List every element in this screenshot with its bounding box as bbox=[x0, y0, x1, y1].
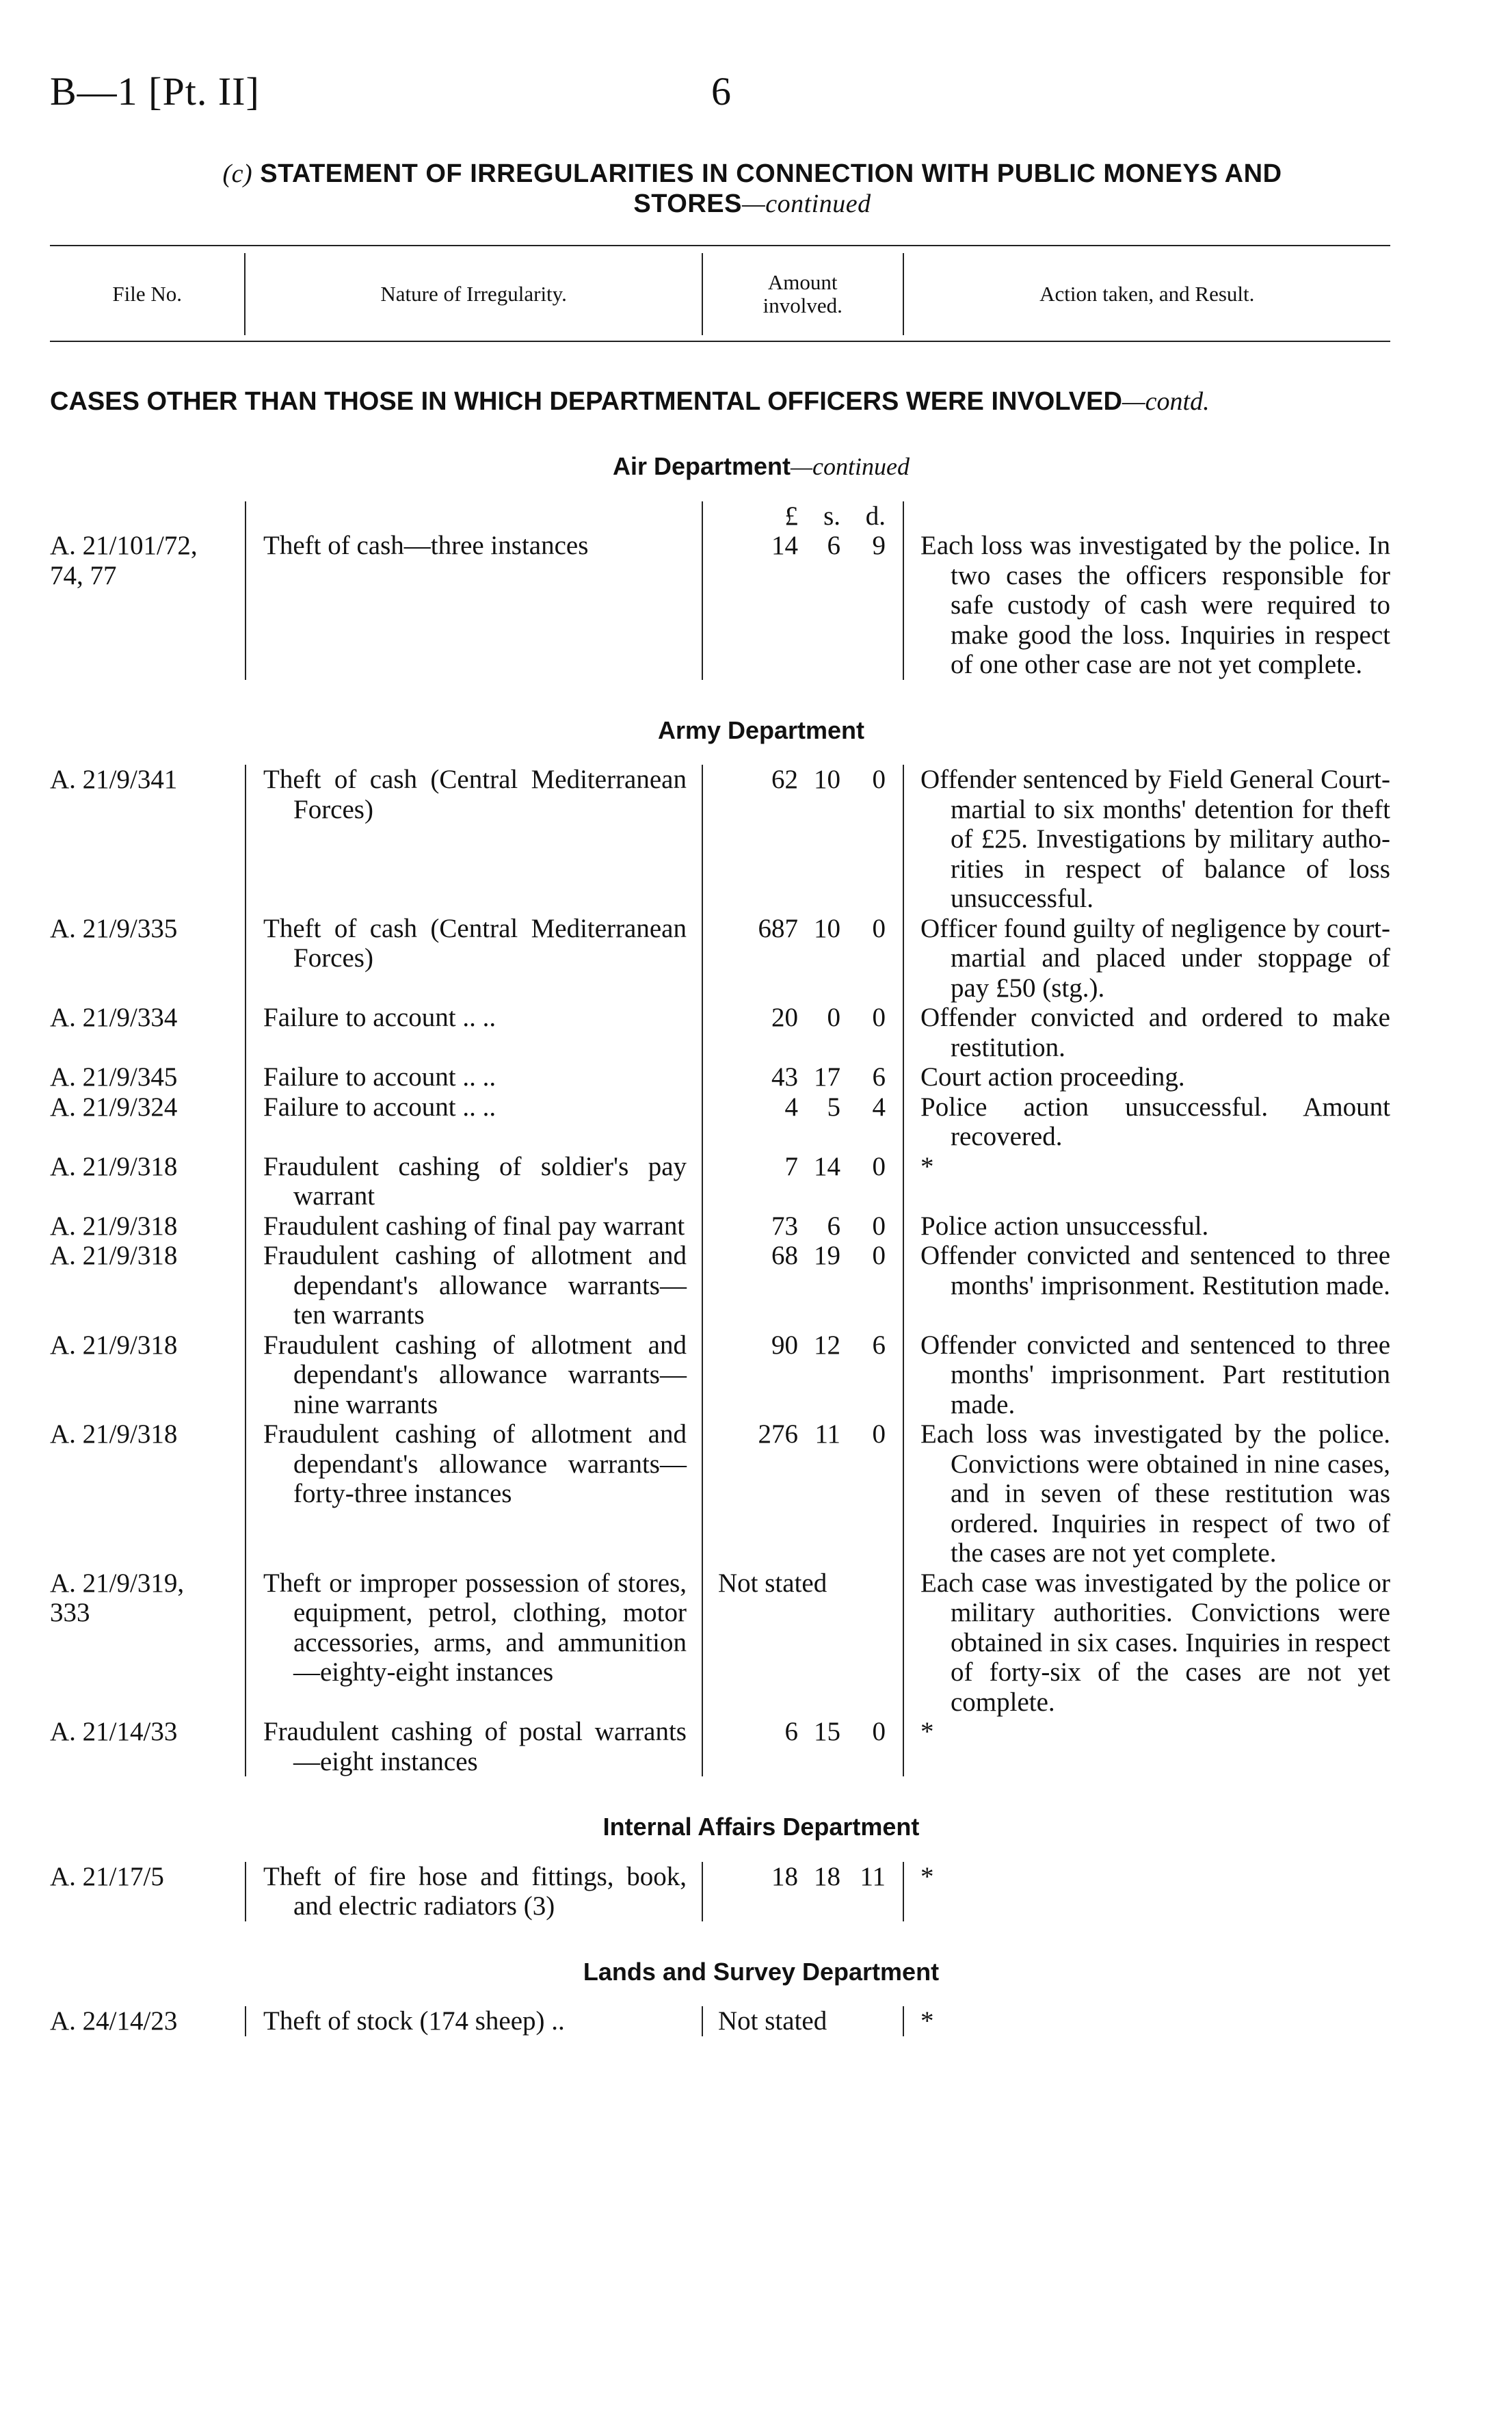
amount-cell bbox=[702, 1062, 903, 1092]
amount-pence: 0 bbox=[872, 1151, 886, 1181]
table-row bbox=[50, 1241, 1390, 1330]
table-row bbox=[50, 2006, 1390, 2036]
empty-cell bbox=[903, 501, 1390, 531]
amount-shillings: 19 bbox=[814, 1241, 840, 1270]
nature-cell bbox=[245, 1717, 702, 1776]
section-heading bbox=[50, 451, 1390, 482]
header-top-rule bbox=[50, 245, 1390, 246]
action-text: Each loss was investigated by the police. Convictions were obtained in nine cases, and in seven of these restitution was ordered. Inquiries in respect of two of the cases are not yet complete. bbox=[920, 1419, 1390, 1568]
nature-text: Fraudulent cashing of allotment and dependant's allowance warrants—nine warrants bbox=[263, 1330, 687, 1419]
table-row bbox=[50, 1330, 1390, 1420]
action-cell bbox=[903, 1003, 1390, 1062]
nature-cell bbox=[245, 1062, 702, 1092]
file-number: A. 21/9/318 bbox=[50, 1211, 178, 1241]
action-text: Police action unsuccessful. Amount recovered. bbox=[920, 1092, 1390, 1151]
amount-pence: 11 bbox=[860, 1861, 886, 1891]
section-title-suffix: —continued bbox=[791, 453, 910, 480]
amount-pounds: 4 bbox=[784, 1092, 798, 1122]
amount-shillings: 12 bbox=[814, 1330, 840, 1360]
table-row bbox=[50, 1862, 1390, 1921]
amount-shillings: 11 bbox=[814, 1419, 840, 1449]
action-text: Each loss was investigated by the police. In two cases the officers responsible for safe custody of cash were required to make good the loss. Inquiries in respect of one other case are not yet complete. bbox=[920, 531, 1390, 679]
amount-pence: 0 bbox=[872, 1241, 886, 1270]
action-text: Offender convicted and sentenced to three months' imprisonment. Part restitution made. bbox=[920, 1330, 1390, 1419]
amount-pounds: 68 bbox=[771, 1241, 798, 1270]
action-cell bbox=[903, 2006, 1390, 2036]
action-text: * bbox=[920, 1151, 934, 1181]
amount-pence: 9 bbox=[872, 531, 886, 560]
amount-pounds: 18 bbox=[771, 1861, 798, 1891]
pounds-label: £ bbox=[784, 501, 798, 531]
empty-cell bbox=[50, 501, 245, 531]
column-header-row bbox=[50, 253, 1390, 335]
action-cell bbox=[903, 531, 1390, 680]
amount-pence: 0 bbox=[872, 1211, 886, 1241]
nature-cell bbox=[245, 2006, 702, 2036]
action-cell bbox=[903, 1862, 1390, 1921]
section-title: Internal Affairs Department bbox=[602, 1813, 920, 1841]
nature-text: Fraudulent cashing of final pay warrant bbox=[263, 1211, 685, 1241]
nature-text: Fraudulent cashing of allotment and dependant's allowance warrants—forty-three instances bbox=[263, 1419, 687, 1508]
table-row bbox=[50, 1062, 1390, 1092]
title-line2: STORES bbox=[633, 189, 742, 218]
title-label: (c) bbox=[222, 159, 253, 188]
table-row bbox=[50, 1717, 1390, 1776]
nature-cell bbox=[245, 765, 702, 914]
action-cell bbox=[903, 1092, 1390, 1152]
section-heading bbox=[50, 715, 1390, 746]
amount-cell bbox=[702, 1419, 903, 1568]
file-number: A. 21/9/319, 333 bbox=[50, 1568, 185, 1627]
nature-cell bbox=[245, 1211, 702, 1241]
nature-text: Failure to account .. .. bbox=[263, 1062, 496, 1092]
statement-title bbox=[82, 159, 1422, 219]
amount-pence: 0 bbox=[872, 913, 886, 943]
nature-text: Failure to account .. .. bbox=[263, 1003, 496, 1032]
amount-pence: 0 bbox=[872, 1419, 886, 1449]
amount-pounds: 7 bbox=[784, 1151, 798, 1181]
pence-label: d. bbox=[865, 501, 886, 531]
amount-pence: 0 bbox=[872, 1003, 886, 1032]
file-number: A. 21/9/334 bbox=[50, 1003, 178, 1032]
section-title: Army Department bbox=[657, 715, 865, 744]
action-cell bbox=[903, 1241, 1390, 1330]
shillings-label: s. bbox=[823, 501, 840, 531]
amount-cell bbox=[702, 1717, 903, 1776]
amount-cell bbox=[702, 1152, 903, 1211]
amount-cell bbox=[702, 1003, 903, 1062]
amount-pounds: 73 bbox=[771, 1211, 798, 1241]
amount-shillings: 18 bbox=[814, 1861, 840, 1891]
amount-not-stated: Not stated bbox=[718, 1568, 827, 1598]
file-number: A. 21/14/33 bbox=[50, 1717, 178, 1746]
section-3 bbox=[50, 1957, 1390, 2036]
table-row bbox=[50, 531, 1390, 680]
amount-cell bbox=[702, 1241, 903, 1330]
header-bottom-rule bbox=[50, 341, 1390, 342]
file-number: A. 21/9/324 bbox=[50, 1092, 178, 1122]
file-number: A. 21/9/341 bbox=[50, 765, 178, 794]
nature-text: Theft or improper possession of stores, equipment, petrol, clothing, motor accessories, arms, and ammunition—eighty-eight instances bbox=[263, 1568, 687, 1687]
action-cell bbox=[903, 1568, 1390, 1718]
amount-pounds: 90 bbox=[771, 1330, 798, 1360]
amount-cell bbox=[702, 1862, 903, 1921]
nature-cell bbox=[245, 1419, 702, 1568]
section-heading bbox=[50, 1957, 1390, 1988]
action-text: Offender sentenced by Field General Court-martial to six months' detention for theft of £25. Investigations by military authorities in respect of balance of loss unsuccessful. bbox=[920, 765, 1390, 913]
nature-cell bbox=[245, 914, 702, 1003]
action-text: * bbox=[920, 1717, 934, 1746]
file-number: A. 21/9/335 bbox=[50, 913, 178, 943]
nature-cell bbox=[245, 1003, 702, 1062]
section-0 bbox=[50, 451, 1390, 680]
currency-header-row bbox=[50, 501, 1390, 531]
section-title: Lands and Survey Department bbox=[583, 1957, 940, 1986]
table-row bbox=[50, 1152, 1390, 1211]
action-text: Each case was investigated by the police or military authorities. Convictions were obtained in six cases. Inquiries in respect of forty-six of the cases are not yet complete. bbox=[920, 1568, 1390, 1717]
amount-pence: 6 bbox=[872, 1330, 886, 1360]
file-number: A. 24/14/23 bbox=[50, 2006, 178, 2036]
page-number: 6 bbox=[711, 69, 731, 114]
amount-pounds: 276 bbox=[758, 1419, 798, 1449]
amount-shillings: 10 bbox=[814, 765, 840, 794]
amount-pounds: 14 bbox=[771, 531, 798, 560]
amount-cell bbox=[702, 1092, 903, 1152]
title-line1: STATEMENT OF IRREGULARITIES IN CONNECTION WITH PUBLIC MONEYS AND bbox=[260, 159, 1282, 188]
nature-cell bbox=[245, 1092, 702, 1152]
action-cell bbox=[903, 1152, 1390, 1211]
nature-cell bbox=[245, 1568, 702, 1718]
nature-text: Theft of cash—three instances bbox=[263, 531, 589, 560]
action-cell bbox=[903, 765, 1390, 914]
amount-pounds: 43 bbox=[771, 1062, 798, 1092]
amount-pounds: 6 bbox=[784, 1717, 798, 1746]
nature-cell bbox=[245, 531, 702, 680]
section-title: Air Department bbox=[612, 452, 791, 480]
amount-shillings: 17 bbox=[814, 1062, 840, 1092]
action-cell bbox=[903, 1717, 1390, 1776]
action-cell bbox=[903, 914, 1390, 1003]
amount-pounds: 20 bbox=[771, 1003, 798, 1032]
action-text: * bbox=[920, 2006, 934, 2036]
amount-cell bbox=[702, 1330, 903, 1420]
nature-text: Theft of stock (174 sheep) .. bbox=[263, 2006, 565, 2036]
action-text: * bbox=[920, 1861, 934, 1891]
amount-shillings: 15 bbox=[814, 1717, 840, 1746]
amount-shillings: 14 bbox=[814, 1151, 840, 1181]
amount-pence: 6 bbox=[872, 1062, 886, 1092]
nature-cell bbox=[245, 1241, 702, 1330]
amount-cell bbox=[702, 1568, 903, 1718]
nature-cell bbox=[245, 1330, 702, 1420]
title-line2-suffix: —continued bbox=[741, 189, 871, 218]
column-header-action: Action taken, and Result. bbox=[903, 253, 1390, 335]
nature-cell bbox=[245, 1152, 702, 1211]
table-row bbox=[50, 914, 1390, 1003]
nature-text: Theft of fire hose and fittings, book, and electric radiators (3) bbox=[263, 1861, 687, 1921]
action-cell bbox=[903, 1211, 1390, 1241]
nature-text: Fraudulent cashing of postal warrants—eight instances bbox=[263, 1717, 687, 1776]
amount-pence: 4 bbox=[872, 1092, 886, 1122]
empty-cell bbox=[245, 501, 702, 531]
amount-shillings: 10 bbox=[814, 913, 840, 943]
amount-pounds: 62 bbox=[771, 765, 798, 794]
action-text: Court action proceeding. bbox=[920, 1062, 1185, 1092]
amount-shillings: 5 bbox=[827, 1092, 840, 1122]
action-cell bbox=[903, 1419, 1390, 1568]
file-number: A. 21/9/318 bbox=[50, 1241, 178, 1270]
table-row bbox=[50, 1419, 1390, 1568]
amount-cell bbox=[702, 2006, 903, 2036]
table-row bbox=[50, 1568, 1390, 1718]
table-row bbox=[50, 1092, 1390, 1152]
file-number: A. 21/9/318 bbox=[50, 1330, 178, 1360]
document-reference: B—1 [Pt. II] bbox=[50, 69, 260, 114]
nature-text: Fraudulent cashing of soldier's pay warrant bbox=[263, 1151, 687, 1211]
action-cell bbox=[903, 1062, 1390, 1092]
action-cell bbox=[903, 1330, 1390, 1420]
file-number: A. 21/17/5 bbox=[50, 1861, 164, 1891]
amount-cell bbox=[702, 1211, 903, 1241]
action-text: Offender convicted and ordered to make restitution. bbox=[920, 1003, 1390, 1062]
nature-text: Failure to account .. .. bbox=[263, 1092, 496, 1122]
currency-header bbox=[702, 501, 903, 531]
amount-pounds: 687 bbox=[758, 913, 798, 943]
file-number: A. 21/9/345 bbox=[50, 1062, 178, 1092]
nature-text: Fraudulent cashing of allotment and dependant's allowance warrants—ten warrants bbox=[263, 1241, 687, 1330]
section-1 bbox=[50, 715, 1390, 1777]
nature-text: Theft of cash (Central Mediterranean Forces) bbox=[263, 913, 687, 973]
statement-table bbox=[50, 451, 1390, 2072]
amount-pence: 0 bbox=[872, 1717, 886, 1746]
cases-heading-text: CASES OTHER THAN THOSE IN WHICH DEPARTMENTAL OFFICERS WERE INVOLVED bbox=[50, 387, 1122, 416]
action-text: Officer found guilty of negligence by court-martial and placed under stoppage of pay £50 (stg.). bbox=[920, 913, 1390, 1003]
table-row bbox=[50, 1003, 1390, 1062]
file-number: A. 21/9/318 bbox=[50, 1151, 178, 1181]
amount-cell bbox=[702, 531, 903, 680]
nature-text: Theft of cash (Central Mediterranean Forces) bbox=[263, 765, 687, 824]
column-header-nature: Nature of Irregularity. bbox=[244, 253, 702, 335]
action-text: Police action unsuccessful. bbox=[920, 1211, 1209, 1241]
action-text: Offender convicted and sentenced to three months' imprisonment. Restitution made. bbox=[920, 1241, 1390, 1300]
nature-cell bbox=[245, 1862, 702, 1921]
column-header-amount: Amount involved. bbox=[702, 253, 903, 335]
cases-heading bbox=[50, 386, 1390, 417]
section-2 bbox=[50, 1812, 1390, 1921]
cases-heading-suffix: —contd. bbox=[1122, 387, 1210, 416]
file-number: A. 21/9/318 bbox=[50, 1419, 178, 1449]
amount-pence: 0 bbox=[872, 765, 886, 794]
amount-shillings: 6 bbox=[827, 531, 840, 560]
table-row bbox=[50, 1211, 1390, 1241]
amount-not-stated: Not stated bbox=[718, 2006, 827, 2036]
amount-cell bbox=[702, 914, 903, 1003]
column-header-file: File No. bbox=[112, 282, 182, 306]
section-heading bbox=[50, 1812, 1390, 1843]
table-row bbox=[50, 765, 1390, 914]
amount-shillings: 0 bbox=[827, 1003, 840, 1032]
amount-cell bbox=[702, 765, 903, 914]
amount-shillings: 6 bbox=[827, 1211, 840, 1241]
file-number: A. 21/101/72, 74, 77 bbox=[50, 531, 198, 590]
